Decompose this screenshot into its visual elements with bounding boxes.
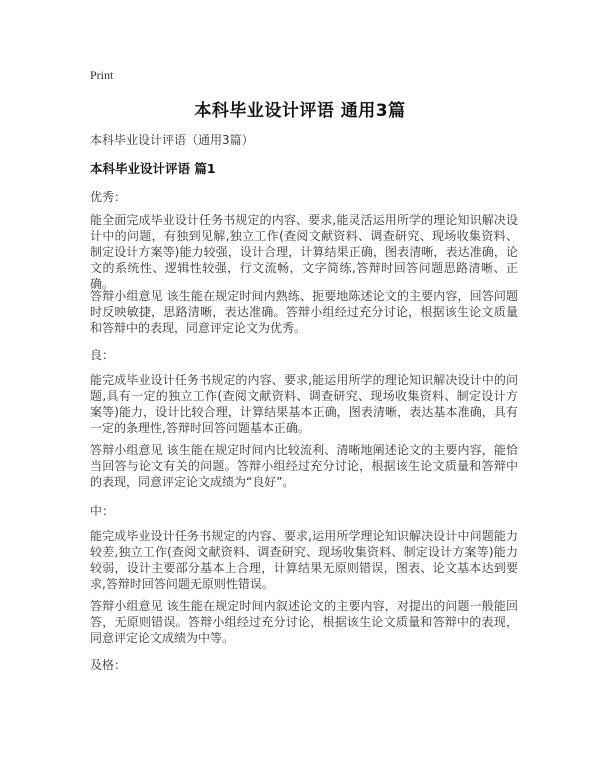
paragraph-good-committee: 答辩小组意见 该生能在规定时间内比较流利、清晰地阐述论文的主要内容，能恰当回答与论文有关的问题。答辩小组经过充分讨论，根据该生论文质量和答辩中的表现，同意评定论文成绩为“良好”。: [90, 443, 518, 489]
paragraph-excellent-committee: 答辩小组意见 该生能在规定时间内熟练、扼要地陈述论文的主要内容，回答问题时反映敏捷，思路清晰，表达准确。答辩小组经过充分讨论，根据该生论文质量和答辩中的表现，同意评定论文为优秀。: [90, 289, 518, 335]
paragraph-good-criteria: 能完成毕业设计任务书规定的内容、要求,能运用所学的理论知识解决设计中的问题,具有一定的独立工作(查阅文献资料、调查研究、现场收集资料、制定设计方案等)能力，设计比较合理，计算结果基本正确，图表清晰，表达基本准确，具有一定的条理性,答辩时回答问题基本正确。: [90, 373, 518, 435]
section-heading: 本科毕业设计评语 篇1: [90, 161, 216, 176]
grade-label-pass: 及格：: [90, 658, 127, 672]
paragraph-excellent-criteria: 能全面完成毕业设计任务书规定的内容、要求,能灵活运用所学的理论知识解决设计中的问题，有独到见解,独立工作(查阅文献资料、调查研究、现场收集资料、制定设计方案等)能力较强，设计合理，计算结果正确，图表清晰，表达准确，论文的系统性、逻辑性较强，行文流畅，文字简练,答辩时回答问题思路清晰、正确。: [90, 213, 518, 291]
grade-label-excellent: 优秀：: [90, 190, 127, 204]
grade-label-average: 中：: [90, 504, 115, 518]
page-title: 本科毕业设计评语 通用3篇: [194, 101, 406, 121]
document-subtitle: 本科毕业设计评语（通用3篇）: [90, 133, 254, 147]
paragraph-average-committee: 答辩小组意见 该生能在规定时间内叙述论文的主要内容，对提出的问题一般能回答，无原则错误。答辩小组经过充分讨论，根据该生论文质量和答辩中的表现，同意评定论文成绩为中等。: [90, 599, 518, 645]
grade-label-good: 良：: [90, 348, 115, 362]
print-link[interactable]: Print: [90, 68, 114, 82]
paragraph-average-criteria: 能完成毕业设计任务书规定的内容、要求,运用所学理论知识解决设计中问题能力较差,独立工作(查阅文献资料、调查研究、现场收集资料、制定设计方案等)能力较弱，设计主要部分基本上合理，计算结果无原则错误，图表、论文基本达到要求,答辩时回答问题无原则性错误。: [90, 529, 518, 591]
